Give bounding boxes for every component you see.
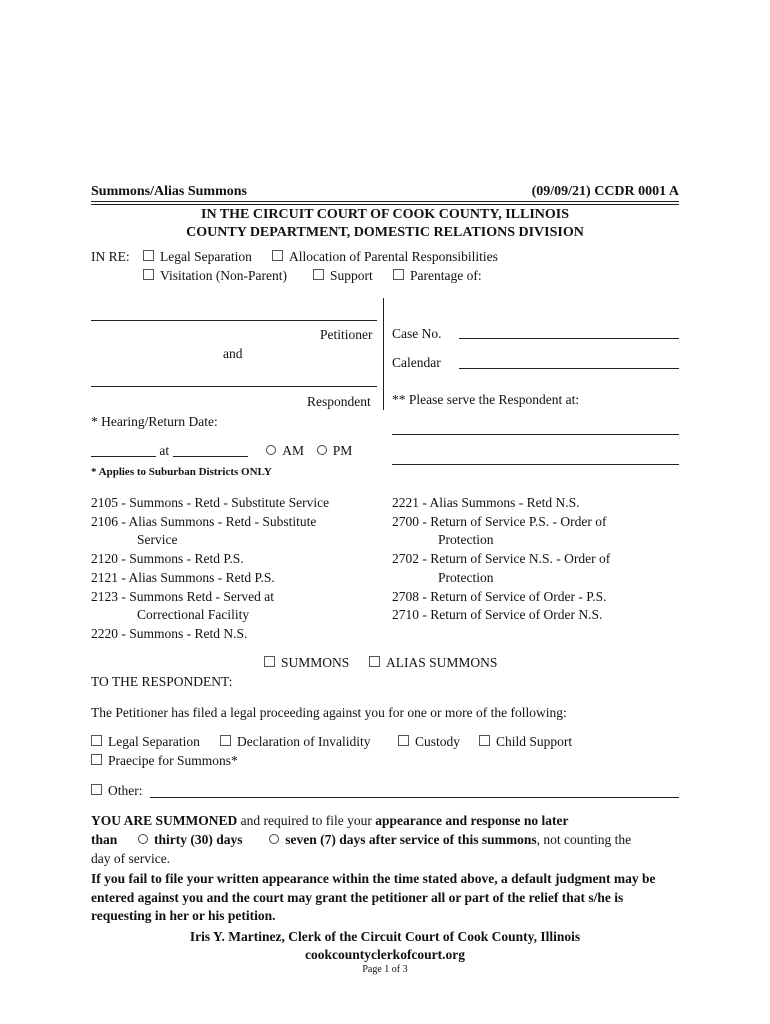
in-re-visitation[interactable]: Visitation (Non-Parent)	[143, 268, 287, 284]
codes-left-list	[91, 494, 381, 644]
code-item: 2121 - Alias Summons - Retd P.S.	[91, 569, 275, 585]
code-item-cont: Correctional Facility	[137, 607, 250, 623]
code-item: 2106 - Alias Summons - Retd - Substitute	[91, 513, 317, 529]
header-rule-top	[91, 201, 679, 202]
hearing-time-field[interactable]	[173, 456, 248, 457]
day-of-service-text: day of service.	[91, 851, 171, 866]
respondent-label: Respondent	[307, 394, 371, 409]
proceeding-other[interactable]: Other:	[91, 783, 143, 799]
form-title: Summons/Alias Summons	[91, 184, 247, 199]
code-item-cont: Protection	[438, 569, 494, 585]
case-no-label: Case No.	[392, 326, 442, 341]
serve-address-field-1[interactable]	[392, 434, 679, 435]
proceeding-legal-separation[interactable]: Legal Separation	[91, 734, 200, 750]
proceeding-custody[interactable]: Custody	[398, 734, 460, 750]
checkbox[interactable]	[393, 269, 404, 280]
header-rule-bottom	[91, 204, 679, 205]
petitioner-label: Petitioner	[320, 327, 373, 342]
serve-respondent-note: ** Please serve the Respondent at:	[392, 392, 580, 407]
code-item: 2123 - Summons Retd - Served at	[91, 588, 274, 604]
to-respondent-heading: TO THE RESPONDENT:	[91, 674, 233, 689]
proceeding-declaration-invalidity[interactable]: Declaration of Invalidity	[220, 734, 370, 750]
caption-divider	[383, 298, 384, 410]
checkbox[interactable]	[143, 250, 154, 261]
suburban-note: * Applies to Suburban Districts ONLY	[91, 466, 272, 478]
clerk-website[interactable]: cookcountyclerkofcourt.org	[304, 947, 466, 962]
code-item-cont: Protection	[438, 532, 494, 548]
hearing-date-field[interactable]	[91, 456, 156, 457]
code-item: 2702 - Return of Service N.S. - Order of	[392, 551, 611, 567]
in-re-allocation[interactable]: Allocation of Parental Responsibilities	[272, 249, 498, 265]
code-item: 2220 - Summons - Retd N.S.	[91, 625, 248, 641]
code-item: 2710 - Return of Service of Order N.S.	[392, 607, 603, 623]
checkbox[interactable]	[143, 269, 154, 280]
in-re-parentage[interactable]: Parentage of:	[393, 268, 482, 284]
clerk-name: Iris Y. Martinez, Clerk of the Circuit Court of Cook County, Illinois	[189, 929, 581, 944]
in-re-support[interactable]: Support	[313, 268, 373, 284]
case-no-field[interactable]	[459, 338, 679, 339]
hearing-date-row	[91, 443, 352, 459]
summons-checkbox[interactable]: SUMMONS	[264, 655, 349, 671]
serve-address-field-2[interactable]	[392, 464, 679, 465]
code-item: 2700 - Return of Service P.S. - Order of	[392, 513, 607, 529]
proceeding-child-support[interactable]: Child Support	[479, 734, 572, 750]
checkbox[interactable]	[272, 250, 283, 261]
proceeding-praecipe[interactable]: Praecipe for Summons*	[91, 753, 238, 769]
code-item: 2120 - Summons - Retd P.S.	[91, 551, 244, 567]
thirty-days-radio[interactable]: thirty (30) days	[138, 832, 243, 847]
am-radio[interactable]: AM	[266, 443, 304, 458]
respondent-name-field[interactable]	[91, 386, 377, 387]
other-field[interactable]	[150, 797, 679, 798]
page-number: Page 1 of 3	[362, 964, 408, 975]
summoned-line2: than thirty (30) days seven (7) days after service of this summons, not counting the	[91, 832, 632, 847]
alias-summons-checkbox[interactable]: ALIAS SUMMONS	[369, 655, 497, 671]
summoned-line1: YOU ARE SUMMONED and required to file your appearance and response no later	[91, 813, 569, 828]
code-item-cont: Service	[137, 532, 178, 548]
at-label: at	[159, 443, 170, 458]
court-title-line2: COUNTY DEPARTMENT, DOMESTIC RELATIONS DIVISION	[186, 225, 584, 240]
court-title-line1: IN THE CIRCUIT COURT OF COOK COUNTY, ILLINOIS	[201, 207, 569, 222]
seven-days-radio[interactable]: seven (7) days after service of this summons	[269, 832, 536, 847]
codes-right-list	[392, 494, 682, 625]
petitioner-name-field[interactable]	[91, 320, 377, 321]
in-re-legal-separation[interactable]: Legal Separation	[143, 249, 252, 265]
checkbox[interactable]	[313, 269, 324, 280]
petitioner-filed-text: The Petitioner has filed a legal proceeding against you for one or more of the following:	[91, 705, 567, 720]
calendar-field[interactable]	[459, 368, 679, 369]
form-code: (09/09/21) CCDR 0001 A	[531, 184, 679, 199]
pm-radio[interactable]: PM	[317, 443, 353, 458]
code-item: 2708 - Return of Service of Order - P.S.	[392, 588, 607, 604]
hearing-return-date-label: * Hearing/Return Date:	[91, 414, 218, 429]
code-item: 2105 - Summons - Retd - Substitute Service	[91, 495, 330, 510]
default-judgment-warning: If you fail to file your written appearance within the time stated above, a default judgment may be entered against you and the court may grant the petitioner all or part of the relief that s/he is requesting in her or his petition.	[91, 871, 656, 923]
in-re-label: IN RE:	[91, 249, 130, 264]
calendar-label: Calendar	[392, 355, 441, 370]
and-label: and	[223, 346, 243, 361]
code-item: 2221 - Alias Summons - Retd N.S.	[392, 495, 580, 510]
